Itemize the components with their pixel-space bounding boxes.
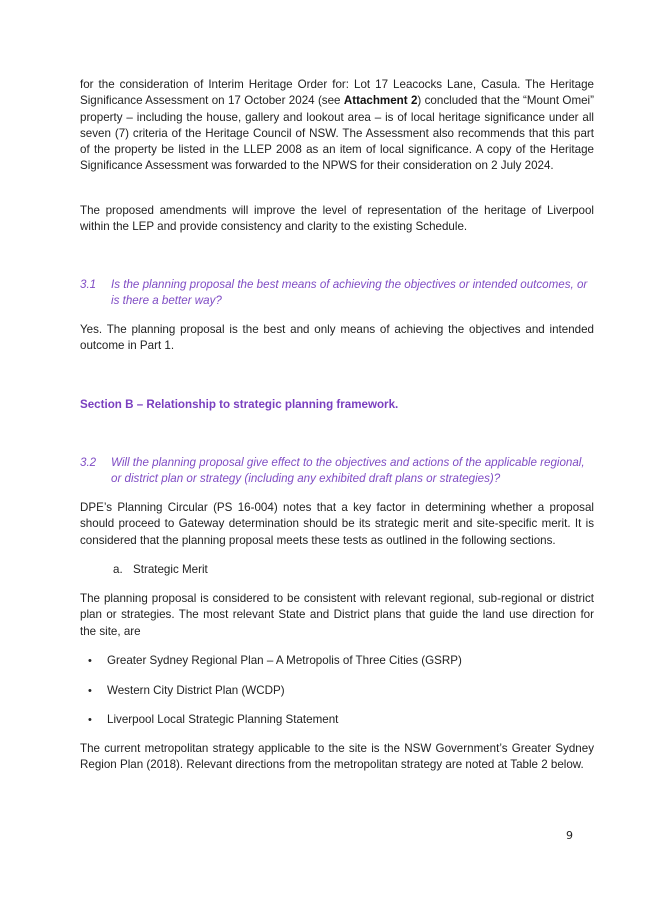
question-number-3-2: 3.2 [80, 456, 97, 469]
sub-item-marker: a. [113, 563, 123, 576]
attachment-reference: Attachment 2 [343, 94, 418, 108]
paragraph-heritage-assessment [80, 77, 594, 175]
paragraph-planning-circular: DPE’s Planning Circular (PS 16-004) notes that a key factor in determining whether a proposal should proceed to Gateway determination should be its strategic merit and site-specific merit. It is considered that the planning proposal meets these tests as outlined in the following sections. [80, 501, 594, 547]
paragraph-heritage-assessment-start: for the consideration of Interim Heritage Order for: Lot 17 Leacocks Lane, Casula. The Heritage Significance Assessment on 17 October 2024 (see [80, 78, 594, 108]
list-item-text: Western City District Plan (WCDP) [107, 684, 285, 697]
question-text-3-2: Will the planning proposal give effect to the objectives and actions of the applicable regional, or district plan or strategy (including any exhibited draft plans or strategies)? [111, 456, 585, 486]
list-item-text: Liverpool Local Strategic Planning Statement [107, 713, 339, 726]
bullet-icon: • [88, 655, 92, 667]
list-item-text: Greater Sydney Regional Plan – A Metropolis of Three Cities (GSRP) [107, 654, 462, 667]
paragraph-proposed-amendments: The proposed amendments will improve the level of representation of the heritage of Liverpool within the LEP and provide consistency and clarity to the existing Schedule. [80, 204, 594, 234]
bullet-icon: • [88, 685, 92, 697]
paragraph-heritage-assessment-end: ) concluded that the “Mount Omei” property – including the house, gallery and lookout area – is of local heritage significance under all seven (7) criteria of the Heritage Council of NSW. The Assessment also recommends that this part of the property be listed in the LLEP 2008 as an item of local significance. A copy of the Heritage Significance Assessment was forwarded to the NPWS for their consideration on 2 July 2024. [80, 94, 594, 173]
paragraph-metropolitan-strategy: The current metropolitan strategy applicable to the site is the NSW Government’s Greater Sydney Region Plan (2018). Relevant directions from the metropolitan strategy are noted at Table 2 below. [80, 742, 594, 772]
list-item [88, 683, 285, 699]
sub-item-label: Strategic Merit [133, 563, 208, 576]
list-item [88, 712, 338, 728]
sub-item-strategic-merit [113, 562, 208, 578]
paragraph-answer-yes: Yes. The planning proposal is the best and only means of achieving the objectives and intended outcome in Part 1. [80, 323, 594, 353]
question-text-3-1: Is the planning proposal the best means of achieving the objectives or intended outcomes, or is there a better way? [111, 278, 588, 308]
section-b-heading: Section B – Relationship to strategic planning framework. [80, 398, 399, 411]
bullet-icon: • [88, 714, 92, 726]
paragraph-consistency: The planning proposal is considered to be consistent with relevant regional, sub-regional or district plan or strategies. The most relevant State and District plans that guide the land use direction for the site, are [80, 592, 594, 638]
question-number-3-1: 3.1 [80, 278, 97, 291]
list-item [88, 653, 462, 669]
page-number: 9 [566, 829, 573, 842]
